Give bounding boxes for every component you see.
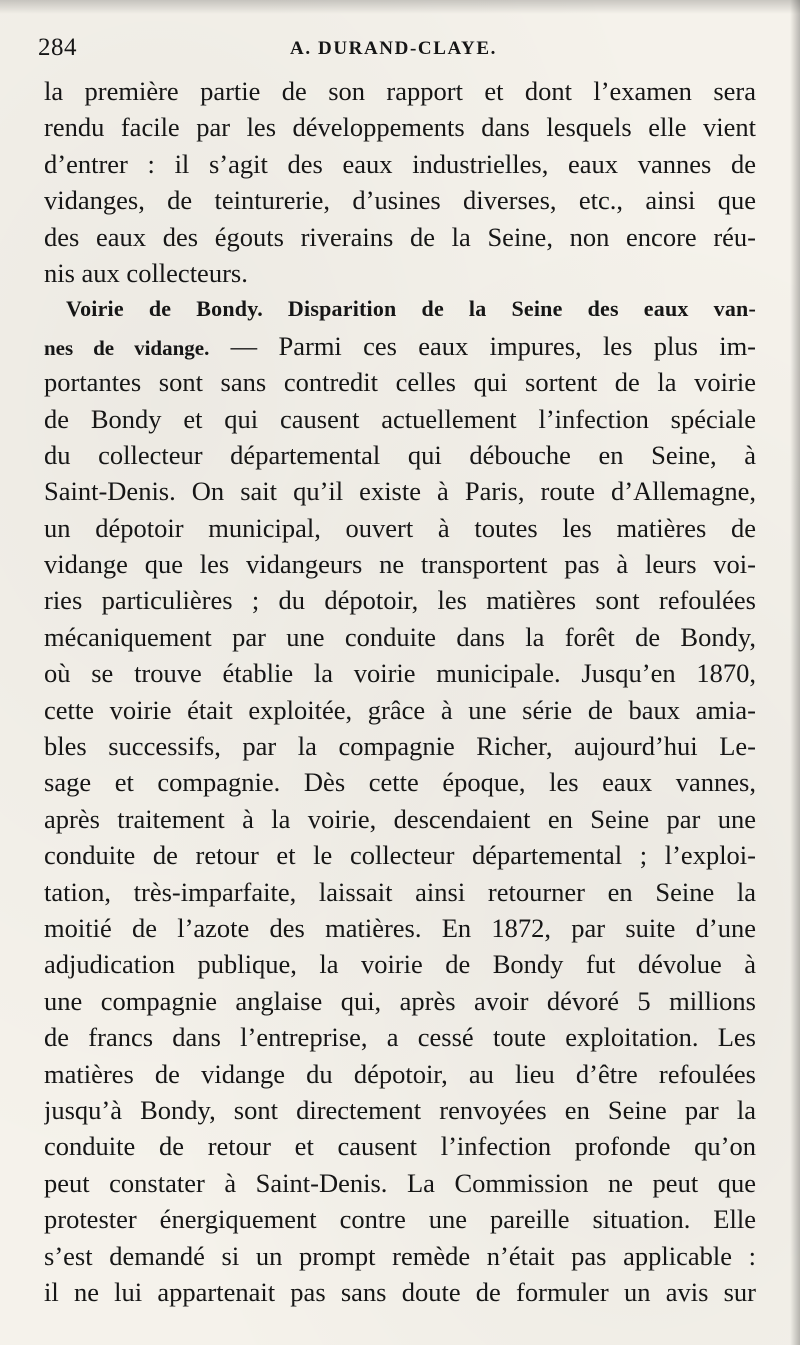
page-shadow-right (790, 0, 800, 1345)
page-header (38, 34, 758, 74)
text-line: mécaniquement par une conduite dans la forêt de Bondy, (44, 621, 756, 652)
text-line: vidanges, de teinturerie, d’usines diverses, etc., ainsi que (44, 185, 756, 216)
text-line: adjudication publique, la voirie de Bondy fut dévolue à (44, 949, 756, 980)
body-text (44, 73, 756, 1310)
text-line: rendu facile par les développements dans lesquels elle vient (44, 112, 756, 143)
section-heading: Voirie de Bondy. Disparition de la Seine des eaux van- (66, 296, 756, 322)
text-line: nis aux collecteurs. (44, 257, 248, 288)
text-line: des eaux des égouts riverains de la Seine, non encore réu- (44, 221, 756, 252)
text-line: bles successifs, par la compagnie Richer, aujourd’hui Le- (44, 731, 756, 762)
section-heading-continued: nes de vidange. (44, 335, 210, 360)
text-line: d’entrer : il s’agit des eaux industrielles, eaux vannes de (44, 148, 756, 179)
text-line (44, 328, 756, 364)
page-shadow-top (0, 0, 800, 14)
text-line: un dépotoir municipal, ouvert à toutes les matières de (44, 512, 756, 543)
text-fragment: — Parmi ces eaux impures, les plus im- (230, 330, 756, 361)
text-line: s’est demandé si un prompt remède n’était pas applicable : (44, 1240, 756, 1271)
text-line: tation, très-imparfaite, laissait ainsi retourner en Seine la (44, 876, 756, 907)
text-line: moitié de l’azote des matières. En 1872, par suite d’une (44, 912, 756, 943)
text-line: une compagnie anglaise qui, après avoir dévoré 5 millions (44, 985, 756, 1016)
text-line: jusqu’à Bondy, sont directement renvoyées en Seine par la (44, 1094, 756, 1125)
text-line: du collecteur départemental qui débouche en Seine, à (44, 439, 756, 470)
text-line: protester énergiquement contre une pareille situation. Elle (44, 1204, 756, 1235)
text-line: conduite de retour et causent l’infection profonde qu’on (44, 1131, 756, 1162)
text-line: cette voirie était exploitée, grâce à une série de baux amia- (44, 694, 756, 725)
text-line: peut constater à Saint-Denis. La Commission ne peut que (44, 1167, 756, 1198)
text-line: où se trouve établie la voirie municipale. Jusqu’en 1870, (44, 658, 756, 689)
page-number: 284 (38, 34, 77, 61)
text-line: il ne lui appartenait pas sans doute de formuler un avis sur (44, 1276, 756, 1307)
running-head: A. DURAND-CLAYE. (290, 38, 497, 59)
text-line: après traitement à la voirie, descendaient en Seine par une (44, 803, 756, 834)
text-line: sage et compagnie. Dès cette époque, les eaux vannes, (44, 767, 756, 798)
text-line: de francs dans l’entreprise, a cessé toute exploitation. Les (44, 1022, 756, 1053)
text-line: la première partie de son rapport et dont l’examen sera (44, 76, 756, 106)
text-line: matières de vidange du dépotoir, au lieu d’être refoulées (44, 1058, 756, 1089)
text-line: portantes sont sans contredit celles qui sortent de la voirie (44, 367, 756, 398)
text-line: Saint-Denis. On sait qu’il existe à Paris, route d’Allemagne, (44, 476, 756, 507)
text-line: de Bondy et qui causent actuellement l’infection spéciale (44, 403, 756, 434)
text-line: vidange que les vidangeurs ne transportent pas à leurs voi- (44, 549, 756, 580)
text-line: ries particulières ; du dépotoir, les matières sont refoulées (44, 585, 756, 616)
text-line: conduite de retour et le collecteur départemental ; l’exploi- (44, 840, 756, 871)
